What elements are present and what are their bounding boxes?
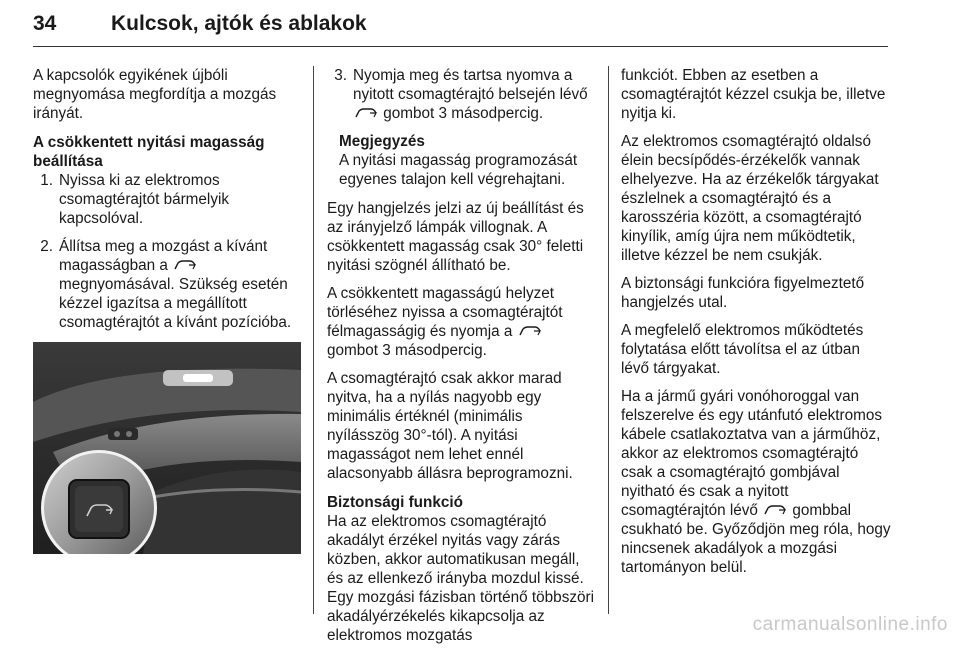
step-text-part: megnyomásával. Szükség esetén kézzel igazítsa a megállított csomagtérajtót a kívánt pozícióba. — [59, 276, 292, 331]
page-title: Kulcsok, ajtók és ablakok — [111, 12, 367, 35]
step-text — [353, 66, 595, 123]
column-divider — [608, 66, 609, 614]
note-text: A nyitási magasság programozását egyenes talajon kell végrehajtani. — [339, 152, 578, 188]
paragraph: Ha az elektromos csomagtérajtó akadályt érzékel nyitás vagy zárás közben, akkor automatikusan megáll, és az ellenkező irányba mozdul kissé. Egy mozgási fázisban történő többszöri akadályérzékelés kikapcsolja az elektromos mozgatás — [327, 513, 594, 644]
tailgate-icon — [764, 504, 786, 516]
paragraph-part: A csökkentett magasságú helyzet törléséhez nyissa a csomagtérajtót félmagasságig és nyomja a — [327, 285, 563, 340]
paragraph: Az elektromos csomagtérajtó oldalsó élein becsípődés-érzékelők vannak elhelyezve. Ha az érzékelők tárgyakat észlelnek a csomagtérajtó és a karosszéria között, a csomagtérajtó kinyílik, amíg újra nem működtetik, illetve kézzel be nem csukják. — [621, 133, 879, 264]
tailgate-icon — [355, 107, 377, 119]
paragraph: A megfelelő elektromos működtetés folytatása előtt távolítsa el az útban lévő tárgyakat. — [621, 322, 864, 377]
tailgate-figure — [33, 342, 301, 554]
step-number: 2. — [40, 238, 53, 255]
intro-paragraph: A kapcsolók egyikének újbóli megnyomása megfordítja a mozgás irányát. — [33, 67, 277, 122]
step-text-part: gombot 3 másodpercig. — [383, 105, 544, 122]
note-box — [327, 132, 595, 189]
paragraph — [327, 284, 595, 360]
step-text — [59, 237, 301, 332]
safety-heading: Biztonsági funkció — [327, 494, 463, 511]
column-1 — [33, 66, 301, 341]
paragraph-part: gombot 3 másodpercig. — [327, 342, 487, 359]
page-number: 34 — [33, 12, 57, 35]
column-divider — [313, 66, 314, 614]
step-text-part: Állítsa meg a mozgást a kívánt magasságban a — [59, 238, 268, 274]
page-header — [33, 8, 888, 44]
list-item — [33, 171, 301, 228]
step-number: 3. — [334, 67, 347, 84]
tailgate-icon — [519, 325, 541, 337]
step-text-part: Nyomja meg és tartsa nyomva a nyitott csomagtérajtó belsején lévő — [353, 67, 588, 103]
paragraph-part: Ha a jármű gyári vonóhoroggal van felszerelve és egy utánfutó elektromos kábele csatlakoztatva van a járműhöz, akkor az elektromos csomagtérajtó csak a csomagtérajtó gombjával nyitható és csak a nyitott csomagtérajtón lévő — [621, 388, 883, 519]
paragraph-part: gombbal csukható be. Győződjön meg róla, hogy nincsenek akadályok a mozgási tartományon belül. — [621, 502, 891, 576]
column-2 — [327, 66, 595, 654]
header-rule — [33, 46, 888, 47]
paragraph — [621, 387, 891, 577]
list-item — [33, 237, 301, 332]
tailgate-button-photo — [33, 342, 301, 554]
list-item — [327, 66, 595, 123]
note-title: Megjegyzés — [339, 133, 425, 150]
step-number: 1. — [40, 172, 53, 189]
column-3 — [621, 66, 891, 586]
tailgate-icon — [174, 259, 196, 271]
watermark: carmanualsonline.info — [752, 614, 948, 635]
step-list — [33, 171, 301, 332]
paragraph: Egy hangjelzés jelzi az új beállítást és az irányjelző lámpák villognak. A csökkentett magasság csak 30° feletti nyitási szögnél állítható be. — [327, 200, 584, 274]
paragraph: funkciót. Ebben az esetben a csomagtérajtót kézzel csukja be, illetve nyitja ki. — [621, 67, 886, 122]
paragraph: A biztonsági funkcióra figyelmeztető hangjelzés utal. — [621, 275, 865, 311]
step-text: Nyissa ki az elektromos csomagtérajtót bármelyik kapcsolóval. — [59, 172, 230, 227]
section-heading: A csökkentett nyitási magasság beállítása — [33, 134, 265, 170]
paragraph: A csomagtérajtó csak akkor marad nyitva, ha a nyílás nagyobb egy minimális értéknél (minimális nyílásszög 30°-tól). A nyitási magasságot nem lehet ennél alacsonyabb állásra beprogramozni. — [327, 370, 573, 482]
